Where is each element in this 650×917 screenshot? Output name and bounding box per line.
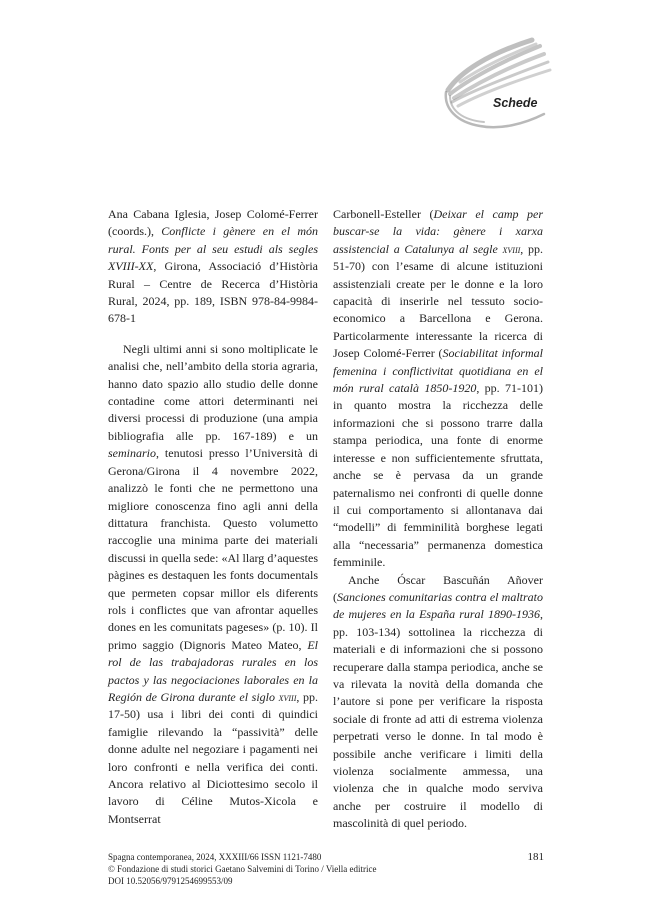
essay-title: Deixar el camp per buscar-se la vida: gènere i xarxa assistencial a Catalunya al segle	[333, 207, 543, 256]
review-text: , tenutosi presso l’Università di Gerona/Girona il 4 novembre 2022, analizzò le fonti che ne permettono una migliore conoscenza fino agli anni della dittatura franchista. Questo volumetto raccoglie una minima parte dei materiali discussi in quella sede: «Al llarg d’aquestes pàgines es destaquen les fonts documentals que permeten copsar millor els diferents rols i conflictes que van afrontar aquelles dones en les comunitats pageses» (p. 10). Il primo saggio (Dignoris Mateo Mateo,	[108, 446, 318, 652]
journal-info: Spagna contemporanea, 2024, XXXIII/66 ISSN 1121-7480	[108, 852, 322, 862]
page-footer	[108, 851, 544, 888]
review-paragraph	[108, 341, 318, 828]
review-text: , pp. 51-70) con l’esame di alcune istituzioni assistenziali create per le donne e la loro capacità di inserirle nel tessuto socio-economico a Barcellona e Gerona. Particolarmente interessante la ricerca di Josep Colomé-Ferrer (	[333, 241, 544, 361]
review-text: , pp. 17-50) usa i libri dei conti di quindici famiglie rilevando la “passività” delle donne adulte nel negoziare i pagamenti nei loro confronti e nella verifica dei conti. Ancora relativo al Diciottesimo secolo il lavoro di Céline Mutos-Xicola e Montserrat	[108, 689, 318, 826]
copyright-notice: © Fondazione di studi storici Gaetano Salvemini di Torino / Viella editrice	[108, 864, 377, 875]
essay-title: Sociabilitat informal femenina i conflictivitat quotidiana en el món rural català 1850-1920	[333, 346, 543, 396]
book-title: Conflicte i gènere en el món rural. Fonts per al seu estudi als segles XVIII-XX	[108, 224, 319, 274]
doi: DOI 10.52056/9791254699553/09	[108, 876, 233, 887]
right-column	[333, 206, 543, 833]
review-text: , pp. 103-134) sottolinea la ricchezza di materiali e di informazioni che si possono recuperare dalla stampa periodica, anche se va rilevata la novità della domanda che l’autore si pone per verificare la risposta sociale di fronte ad atti di estrema violenza perpetrati verso le donne. In tal modo è possibile anche verificare i limiti della violenza socialmente ammessa, una violenza che in qualche modo serviva anche per costruire il modello di mascolinità di quel periodo.	[333, 607, 543, 831]
review-text: Anche Óscar Bascuñán Añover (	[333, 572, 543, 604]
section-label: Schede	[493, 96, 538, 110]
book-authors: Ana Cabana Iglesia, Josep Colomé-Ferrer (coords.),	[108, 207, 318, 239]
review-text: , pp. 71-101) in quanto mostra la ricchezza delle informazioni che si possono trarre dalla stampa periodica, una fonte di enorme interesse e non sufficientemente sfruttata, anche se è pervasa da un grande paternalismo nei confronti di quelle donne il cui comportamento si allontanava dai “modelli” di femminilità borghese legati alla “necessaria” permanenza domestica femminile.	[333, 381, 543, 570]
book-reference	[108, 206, 318, 328]
review-paragraph-continued	[333, 206, 543, 572]
scribble-decoration	[440, 32, 560, 144]
review-paragraph	[333, 572, 543, 833]
century-numeral: xviii	[278, 689, 297, 704]
italic-term: seminario	[108, 446, 156, 461]
essay-title: Sanciones comunitarias contra el maltrato de mujeres en la España rural 1890-1936	[333, 589, 543, 622]
century-numeral: xviii	[502, 241, 521, 256]
review-text: Negli ultimi anni si sono moltiplicate le analisi che, nell’ambito della storia agraria, hanno dato spazio allo studio delle donne contadine come attori determinanti nei diversi processi di produzione (una ampia bibliografia alle pp. 167-189) e un	[108, 341, 318, 443]
page-number: 181	[527, 851, 544, 863]
review-text: Carbonell-Esteller (	[333, 207, 434, 221]
left-column	[108, 206, 318, 828]
book-publication-details: , Girona, Associació d’Història Rural – Centre de Recerca d’Història Rural, 2024, pp. 189, ISBN 978-84-9984-678-1	[108, 259, 318, 326]
essay-title: El rol de las trabajadoras rurales en los pactos y las negociaciones laborales en la Región de Girona durante el siglo	[108, 637, 318, 704]
